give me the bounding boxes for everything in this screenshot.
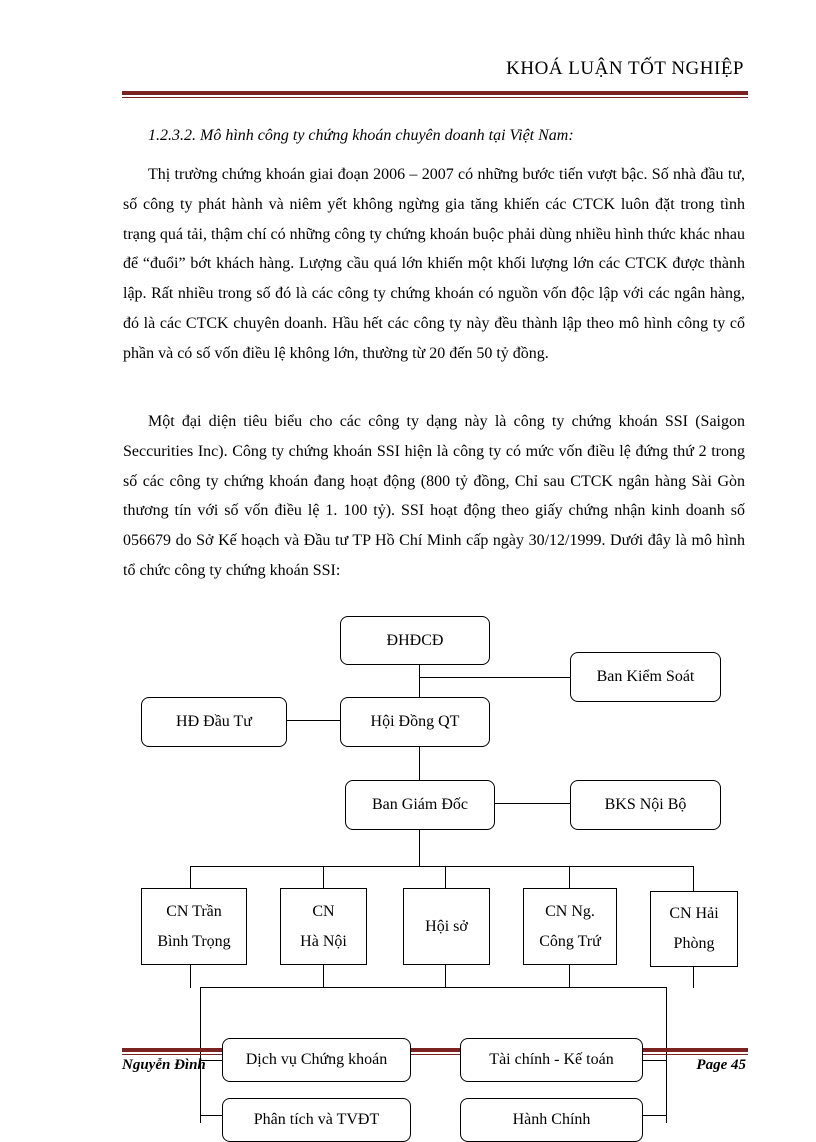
connector-dept-bus (200, 987, 666, 988)
box-board: Hội Đồng QT (340, 697, 490, 747)
connector-investment (286, 720, 340, 721)
branch-5-line1: CN Hải (669, 905, 719, 922)
header-rule-thin (122, 97, 748, 98)
connector-branch-2-down (323, 965, 324, 988)
box-supervisory: Ban Kiểm Soát (570, 652, 721, 702)
box-branch-4 (523, 888, 617, 965)
section-heading: 1.2.3.2. Mô hình công ty chứng khoán chuyên doanh tại Việt Nam: (148, 127, 574, 144)
box-branch-3 (403, 888, 490, 965)
connector-branch-bus (190, 866, 694, 867)
header-title: KHOÁ LUẬN TỐT NGHIỆP (506, 58, 744, 79)
box-branch-5 (650, 891, 738, 967)
connector-dept-4 (643, 1115, 666, 1116)
footer-rule-thin (122, 1054, 748, 1055)
connector-branch-5 (693, 866, 694, 891)
connector-top-board (419, 664, 420, 698)
box-analysis: Phân tích và TVĐT (222, 1098, 411, 1142)
connector-board-directors (419, 746, 420, 780)
paragraph-2: Một đại diện tiêu biểu cho các công ty dạng này là công ty chứng khoán SSI (Saigon Seccurities Inc). Công ty chứng khoán SSI hiện là công ty có mức vốn điều lệ đứng thứ 2 trong số các công ty chứng khoán đang hoạt động (800 tỷ đồng, Chỉ sau CTCK ngân hàng Sài Gòn thương tín với số vốn điều lệ 1. 100 tỷ). SSI hoạt động theo giấy chứng nhận kinh doanh số 056679 do Sở Kế hoạch và Đầu tư TP Hồ Chí Minh cấp ngày 30/12/1999. Dưới đây là mô hình tổ chức công ty chứng khoán SSI: (123, 413, 745, 579)
box-directors: Ban Giám Đốc (345, 780, 495, 830)
connector-supervisory (419, 677, 570, 678)
connector-branch-3-down (445, 965, 446, 988)
branch-4-line1: CN Ng. (545, 902, 595, 920)
connector-dept-right (666, 987, 667, 1123)
branch-1-line2: Bình Trọng (157, 932, 231, 950)
box-securities-services: Dịch vụ Chứng khoán (222, 1038, 411, 1082)
branch-2-line1: CN (312, 902, 335, 920)
box-internal-control: BKS Nội Bộ (570, 780, 721, 830)
connector-dept-2 (643, 1060, 666, 1061)
box-finance-accounting: Tài chính - Kế toán (460, 1038, 643, 1082)
header-rule (122, 91, 748, 95)
box-shareholders: ĐHĐCĐ (340, 616, 490, 665)
connector-dept-left (200, 987, 201, 1123)
connector-dept-3 (200, 1115, 222, 1116)
branch-3-line1: Hội sở (425, 917, 468, 935)
connector-branch-1 (190, 866, 191, 889)
footer-rule (122, 1048, 748, 1052)
box-branch-2 (280, 888, 367, 965)
connector-branch-4 (569, 866, 570, 889)
connector-branch-4-down (569, 965, 570, 988)
connector-branch-5-down (693, 967, 694, 988)
branch-5-line2: Phòng (673, 935, 715, 952)
box-branch-1 (141, 888, 247, 965)
connector-internal-control (494, 803, 570, 804)
branch-1-line1: CN Trần (166, 902, 222, 920)
box-investment-council: HĐ Đầu Tư (141, 697, 287, 747)
connector-branch-1-down (190, 965, 191, 988)
connector-branch-2 (323, 866, 324, 889)
paragraph-1: Thị trường chứng khoán giai đoạn 2006 – 2007 có những bước tiến vượt bậc. Số nhà đầu tư, số công ty phát hành và niêm yết không ngừng gia tăng khiến các CTCK luôn đặt trong tình trạng quá tải, thậm chí có những công ty chứng khoán buộc phải dùng nhiều hình thức khác nhau để “đuổi” bớt khách hàng. Lượng cầu quá lớn khiến một khối lượng lớn các CTCK được thành lập. Rất nhiều trong số đó là các công ty chứng khoán có nguồn vốn độc lập với các ngân hàng, đó là các CTCK chuyên doanh. Hầu hết các công ty này đều thành lập theo mô hình công ty cổ phần và có số vốn điều lệ không lớn, thường từ 20 đến 50 tỷ đồng. (123, 166, 745, 362)
box-administration: Hành Chính (460, 1098, 643, 1142)
branch-2-line2: Hà Nội (300, 932, 347, 950)
connector-branch-3 (445, 866, 446, 889)
branch-4-line2: Công Trứ (539, 932, 601, 950)
connector-directors-branches (419, 830, 420, 867)
footer-page-number: Page 45 (696, 1057, 746, 1073)
footer-author: Nguyễn Đình (122, 1057, 206, 1073)
